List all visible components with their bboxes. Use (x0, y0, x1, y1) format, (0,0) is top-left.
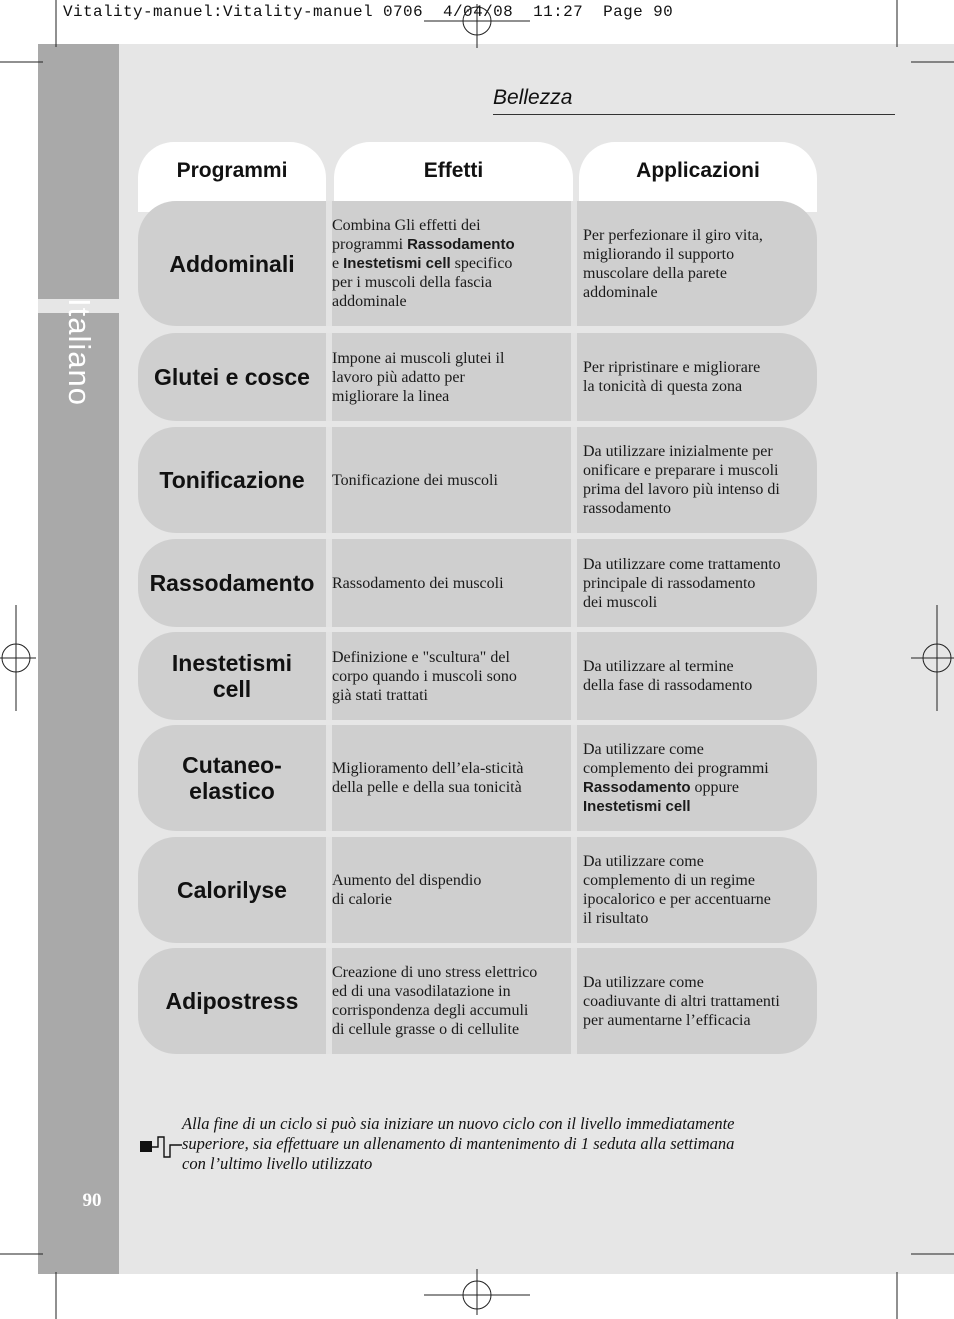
application-cell: Da utilizzare come coadiuvante di altri trattamenti per aumentarne l’efficacia (583, 973, 780, 1029)
table-row-inestetismi-cell (138, 632, 817, 720)
effect-cell: Rassodamento dei muscoli (332, 574, 504, 592)
header-label: Programmi (176, 159, 288, 182)
pulse-signal-icon (140, 1133, 186, 1161)
program-name: Inestetismi cell (171, 650, 293, 702)
table-row-glutei-e-cosce (138, 333, 817, 421)
program-name: Tonificazione (159, 467, 305, 493)
language-label: Italiano (62, 298, 97, 406)
effect-cell: Definizione e "scultura" del corpo quando i muscoli sono già stati trattati (332, 648, 517, 704)
print-slug-line: Vitality-manuel:Vitality-manuel 0706 4/04/08 11:27 Page 90 (63, 3, 674, 21)
application-cell: Da utilizzare come complemento dei programmi Rassodamento oppure Inestetismi cell (583, 741, 769, 815)
effect-cell: Miglioramento dell’ela-sticità della pelle e della sua tonicità (332, 760, 524, 796)
effect-cell: Combina Gli effetti dei programmi Rassodamento e Inestetismi cell specifico per i muscoli della fascia addominale (332, 217, 515, 310)
application-cell: Per ripristinare e migliorare la tonicità di questa zona (583, 359, 761, 395)
effect-cell: Aumento del dispendio di calorie (332, 872, 482, 908)
effect-cell: Creazione di uno stress elettrico ed di una vasodilatazione in corrispondenza degli accumuli di cellule grasse o di cellulite (332, 964, 538, 1038)
program-name: Adipostress (165, 988, 299, 1014)
header-label: Effetti (423, 159, 484, 182)
table-row-addominali (138, 201, 817, 326)
table-row-tonificazione (138, 427, 817, 533)
header-label: Applicazioni (636, 159, 760, 182)
table-row-adipostress (138, 948, 817, 1054)
application-cell: Da utilizzare al termine della fase di rassodamento (583, 658, 753, 694)
application-cell: Da utilizzare come complemento di un regime ipocalorico e per accentuarne il risultato (583, 853, 771, 927)
program-name: Glutei e cosce (154, 364, 310, 390)
program-name: Rassodamento (149, 570, 315, 596)
application-cell: Da utilizzare inizialmente per onificare e preparare i muscoli prima del lavoro più intenso di rassodamento (583, 443, 780, 517)
table-row-cutaneo-elastico (138, 725, 817, 831)
program-name: Calorilyse (177, 877, 287, 903)
program-name: Cutaneo- elastico (182, 752, 282, 804)
program-name: Addominali (169, 250, 295, 277)
application-cell: Da utilizzare come trattamento principale di rassodamento dei muscoli (583, 555, 781, 611)
table-row-rassodamento (138, 539, 817, 627)
effect-cell: Tonificazione dei muscoli (332, 471, 498, 489)
application-cell: Per perfezionare il giro vita, migliorando il supporto muscolare della parete addominale (583, 226, 763, 301)
sidebar (38, 44, 119, 1274)
page-number: 90 (82, 1190, 102, 1211)
effect-cell: Impone ai muscoli glutei il lavoro più adatto per migliorare la linea (332, 349, 505, 405)
section-title: Bellezza (493, 86, 573, 109)
title-rule (493, 114, 895, 115)
table-row-calorilyse (138, 837, 817, 943)
note-text: Alla fine di un ciclo si può sia iniziare un nuovo ciclo con il livello immediatamente superiore, sia effettuare un allenamento di mantenimento di 1 seduta alla settimana con l’ultimo livello utilizzato (182, 1114, 735, 1173)
